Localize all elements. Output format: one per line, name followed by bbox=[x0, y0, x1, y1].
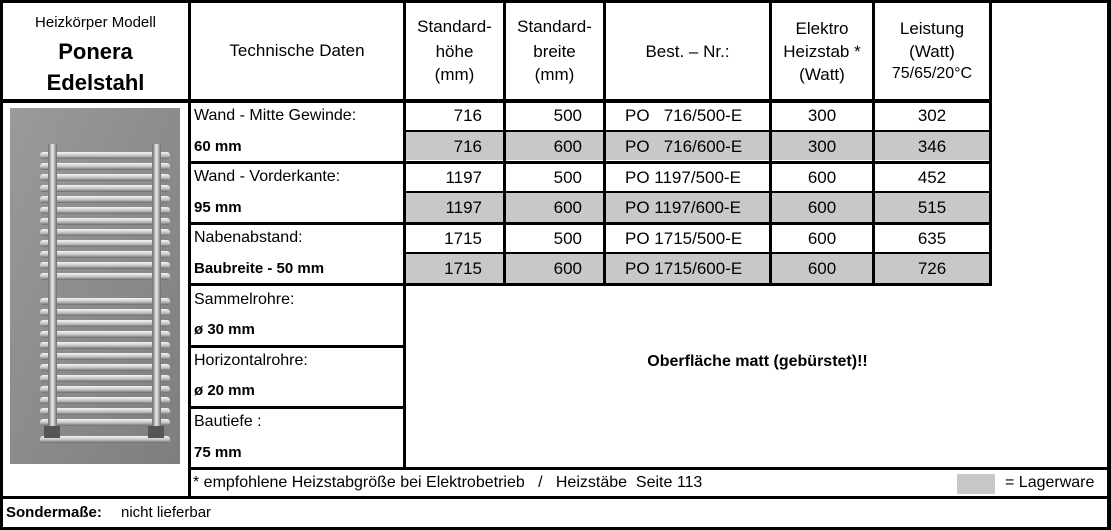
breite-header: Standard- bbox=[517, 17, 592, 36]
cell-heizstab: 600 bbox=[807, 168, 837, 187]
breite-header: (mm) bbox=[534, 65, 575, 84]
cell-leistung: 515 bbox=[917, 198, 947, 217]
spec-value: ø 30 mm bbox=[194, 321, 255, 338]
best-nr-header: Best. – Nr.: bbox=[645, 42, 730, 61]
cell-nr: PO 1197/600-E bbox=[625, 198, 741, 217]
spec-value: 75 mm bbox=[194, 444, 242, 461]
radiator-bar bbox=[40, 273, 170, 280]
radiator-bar bbox=[40, 309, 170, 316]
radiator-bar bbox=[40, 298, 170, 305]
cell-heizstab: 300 bbox=[807, 137, 837, 156]
cell-hoehe: 716 bbox=[453, 106, 482, 125]
radiator-bar bbox=[40, 185, 170, 192]
elektro-header: (Watt) bbox=[799, 65, 845, 84]
cell-heizstab: 600 bbox=[807, 198, 837, 217]
radiator-bar bbox=[40, 251, 170, 258]
radiator-bar bbox=[40, 174, 170, 181]
radiator-bar bbox=[40, 229, 170, 236]
leistung-header: (Watt) bbox=[909, 42, 955, 61]
cell-nr: PO 1197/500-E bbox=[625, 168, 741, 187]
row-line bbox=[403, 191, 992, 193]
sonder-top-line bbox=[0, 496, 1111, 499]
cell-leistung: 346 bbox=[917, 137, 947, 156]
cell-heizstab: 600 bbox=[807, 229, 837, 248]
footnote-top-line bbox=[188, 467, 1110, 470]
radiator-bar bbox=[40, 152, 170, 159]
cell-heizstab: 300 bbox=[807, 106, 837, 125]
border-right bbox=[1107, 0, 1111, 530]
radiator-bar bbox=[40, 196, 170, 203]
cell-nr: PO 1715/600-E bbox=[625, 259, 743, 278]
radiator-bar bbox=[40, 163, 170, 170]
hoehe-header: (mm) bbox=[434, 65, 475, 84]
spec-value: 95 mm bbox=[194, 199, 242, 216]
spec-label: Nabenabstand: bbox=[194, 229, 303, 246]
sonder-value: nicht lieferbar bbox=[121, 504, 212, 521]
radiator-bar bbox=[40, 419, 170, 426]
cell-breite: 600 bbox=[553, 198, 582, 217]
surface-note: Oberfläche matt (gebürstet)!! bbox=[647, 353, 868, 370]
row-line bbox=[403, 130, 992, 132]
row-line bbox=[188, 222, 992, 225]
spec-label: Sammelrohre: bbox=[194, 291, 295, 308]
cell-hoehe: 716 bbox=[453, 137, 482, 156]
legend-swatch bbox=[957, 474, 995, 494]
radiator-bar bbox=[40, 375, 170, 382]
radiator-bar bbox=[40, 331, 170, 338]
radiator-bar bbox=[40, 364, 170, 371]
tech-header: Technische Daten bbox=[229, 41, 365, 60]
cell-leistung: 302 bbox=[917, 106, 947, 125]
footnote: * empfohlene Heizstabgröße bei Elektrobetrieb / Heizstäbe Seite 113 bbox=[193, 474, 703, 491]
model-name: Ponera bbox=[58, 39, 133, 64]
spec-value: 60 mm bbox=[194, 138, 242, 155]
row-line bbox=[188, 406, 406, 409]
radiator-bar bbox=[40, 240, 170, 247]
hoehe-header: höhe bbox=[435, 42, 474, 61]
row-line bbox=[188, 345, 406, 348]
cell-hoehe: 1715 bbox=[444, 259, 482, 278]
cell-leistung: 635 bbox=[917, 229, 947, 248]
radiator-bar bbox=[40, 262, 170, 269]
radiator-bar bbox=[40, 353, 170, 360]
cell-hoehe: 1197 bbox=[445, 168, 482, 187]
cell-breite: 500 bbox=[553, 229, 582, 248]
leistung-header: 75/65/20°C bbox=[891, 65, 973, 82]
elektro-header: Elektro bbox=[795, 19, 849, 38]
cell-leistung: 726 bbox=[917, 259, 947, 278]
radiator-bar bbox=[40, 408, 170, 415]
row-line bbox=[403, 252, 992, 254]
row-line bbox=[188, 161, 992, 164]
sonder-label: Sondermaße: bbox=[6, 504, 102, 521]
spec-value: ø 20 mm bbox=[194, 382, 255, 399]
row-line bbox=[188, 283, 992, 286]
spec-label: Horizontalrohre: bbox=[194, 352, 308, 369]
header-divider bbox=[0, 99, 992, 103]
radiator-bar bbox=[40, 386, 170, 393]
radiator-image bbox=[10, 108, 180, 464]
radiator-bar bbox=[40, 218, 170, 225]
model-label: Heizkörper Modell bbox=[35, 14, 156, 31]
radiator-bar bbox=[40, 342, 170, 349]
col-line bbox=[989, 0, 992, 286]
border-top bbox=[0, 0, 1111, 3]
cell-hoehe: 1715 bbox=[444, 229, 482, 248]
radiator-bar bbox=[40, 207, 170, 214]
cell-nr: PO 716/600-E bbox=[625, 137, 743, 156]
cell-breite: 600 bbox=[553, 259, 582, 278]
cell-hoehe: 1197 bbox=[445, 198, 482, 217]
cell-breite: 600 bbox=[553, 137, 582, 156]
col-line bbox=[188, 0, 191, 497]
radiator-bar bbox=[40, 397, 170, 404]
breite-header: breite bbox=[533, 42, 576, 61]
cell-nr: PO 716/500-E bbox=[625, 106, 743, 125]
legend-label: = Lagerware bbox=[1005, 474, 1095, 491]
spec-label: Wand - Vorderkante: bbox=[194, 168, 341, 185]
cell-breite: 500 bbox=[553, 106, 582, 125]
cell-breite: 500 bbox=[553, 168, 582, 187]
elektro-header: Heizstab * bbox=[783, 42, 861, 61]
cell-leistung: 452 bbox=[917, 168, 947, 187]
spec-label: Bautiefe : bbox=[194, 413, 262, 430]
spec-label: Wand - Mitte Gewinde: bbox=[194, 107, 357, 124]
hoehe-header: Standard- bbox=[417, 17, 492, 36]
radiator-bar bbox=[40, 320, 170, 327]
spec-value: Baubreite - 50 mm bbox=[194, 260, 325, 277]
cell-nr: PO 1715/500-E bbox=[625, 229, 743, 248]
cell-heizstab: 600 bbox=[807, 259, 837, 278]
model-name: Edelstahl bbox=[46, 70, 145, 95]
leistung-header: Leistung bbox=[899, 19, 965, 38]
